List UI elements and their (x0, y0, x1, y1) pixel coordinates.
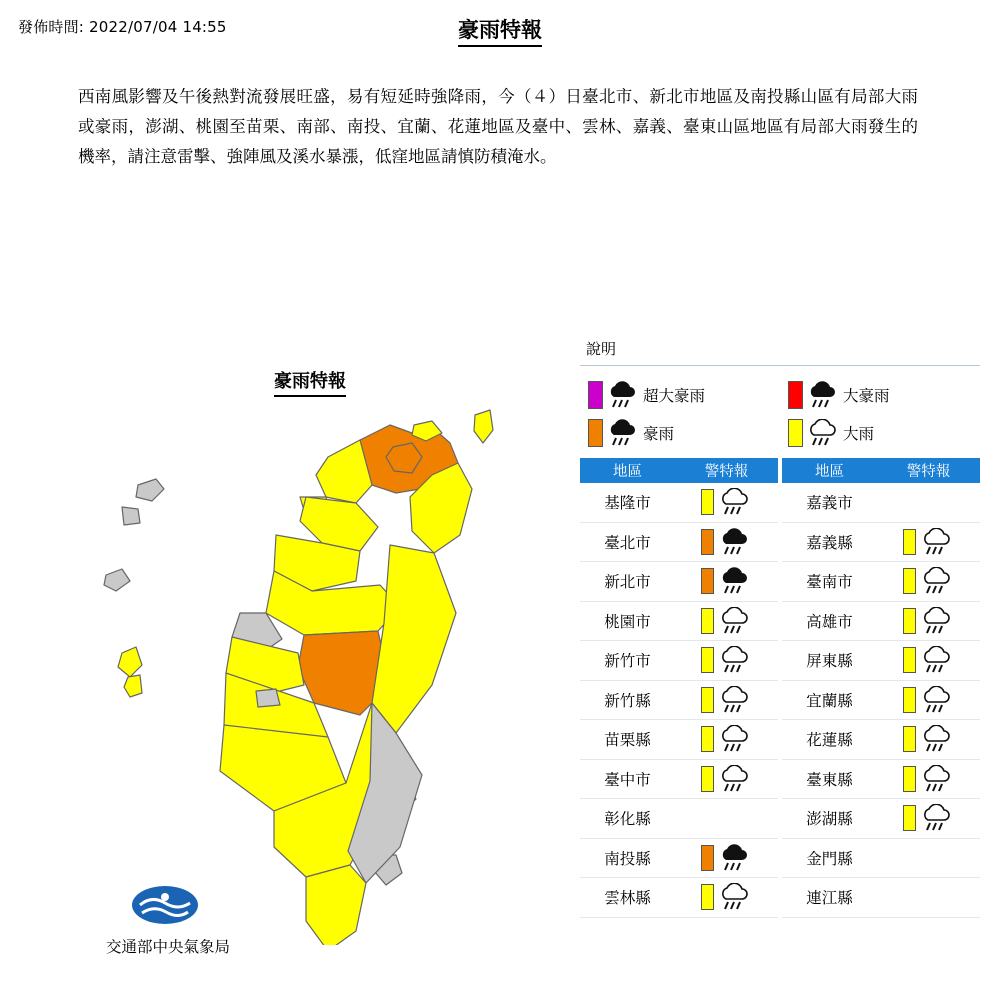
warning-table-right (782, 458, 980, 918)
table-row (580, 483, 778, 523)
rain-cloud-icon (919, 528, 955, 556)
legend-label: 大雨 (843, 425, 875, 443)
taiwan-map-svg (60, 385, 560, 945)
warning-cell (675, 725, 778, 753)
legend-label: 大豪雨 (843, 387, 890, 405)
rain-cloud-icon (919, 686, 955, 714)
advisory-text-block (78, 82, 918, 172)
table-row (782, 681, 980, 721)
region-name: 臺中市 (604, 770, 651, 789)
heavy-rain-cloud-icon (717, 528, 753, 556)
advisory-paragraph: 西南風影響及午後熱對流發展旺盛，易有短延時強降雨，今（４）日臺北市、新北市地區及南投縣山區有局部大雨或豪雨，澎湖、桃園至苗栗、南部、南投、宜蘭、花蓮地區及臺中、雲林、嘉義、臺東山區地區有局部大雨發生的機率，請注意雷擊、強陣風及溪水暴漲，低窪地區請慎防積淹水。 (78, 87, 918, 166)
region-name: 基隆市 (604, 494, 651, 513)
table-row (580, 760, 778, 800)
warning-cell (675, 765, 778, 793)
table-row (580, 523, 778, 563)
table-row (782, 483, 980, 523)
heavy-rain-cloud-icon (717, 567, 753, 595)
rain-cloud-icon (919, 567, 955, 595)
table-row (782, 878, 980, 918)
table-row (782, 523, 980, 563)
warning-cell (675, 686, 778, 714)
taiwan-warning-map (60, 345, 560, 985)
col-header-warning: 警特報 (704, 464, 749, 480)
table-row (580, 562, 778, 602)
region-name: 連江縣 (806, 889, 853, 908)
region-name: 苗栗縣 (604, 731, 651, 750)
warning-cell (877, 804, 980, 832)
region-name: 新竹縣 (604, 691, 651, 710)
region-name: 臺南市 (806, 573, 853, 592)
warning-cell (877, 725, 980, 753)
warning-cell (877, 528, 980, 556)
region-name: 嘉義市 (806, 494, 853, 513)
region-name: 高雄市 (806, 612, 853, 631)
table-row (580, 720, 778, 760)
legend-list (580, 366, 980, 458)
heavy-rain-cloud-icon (605, 419, 641, 447)
col-header-region: 地區 (815, 464, 845, 480)
region-name: 花蓮縣 (806, 731, 853, 750)
legend-swatch (588, 381, 603, 409)
legend-label: 豪雨 (643, 425, 675, 443)
legend-title: 說明 (586, 340, 617, 358)
page-title-text: 豪雨特報 (458, 18, 542, 47)
region-name: 嘉義縣 (806, 533, 853, 552)
map-region-matsu (474, 410, 493, 443)
map-region-hualien (372, 545, 456, 733)
warning-cell (877, 607, 980, 635)
agency-name: 交通部中央氣象局 (105, 938, 230, 956)
table-row (580, 799, 778, 839)
heavy-rain-cloud-icon (805, 381, 841, 409)
table-header (580, 458, 778, 483)
map-region-kinmen-c (104, 569, 130, 591)
map-region-kinmen-a (136, 479, 164, 501)
warning-cell (675, 646, 778, 674)
region-name: 臺北市 (604, 533, 651, 552)
legend-item (580, 414, 780, 452)
region-name: 屏東縣 (806, 652, 853, 671)
rain-cloud-icon (717, 646, 753, 674)
map-region-penghu-a (118, 647, 142, 677)
issue-time: 發佈時間: 2022/07/04 14:55 (18, 18, 227, 36)
table-row (782, 641, 980, 681)
legend-swatch (788, 381, 803, 409)
table-row (782, 799, 980, 839)
region-name: 澎湖縣 (806, 810, 853, 829)
rain-cloud-icon (919, 765, 955, 793)
table-row (580, 602, 778, 642)
warning-cell (877, 686, 980, 714)
region-name: 宜蘭縣 (806, 691, 853, 710)
legend-swatch (788, 419, 803, 447)
warning-cell (675, 528, 778, 556)
rain-cloud-icon (717, 725, 753, 753)
table-row (580, 878, 778, 918)
region-name: 彰化縣 (604, 810, 651, 829)
warning-cell (877, 765, 980, 793)
region-name: 新竹市 (604, 652, 651, 671)
table-row (580, 641, 778, 681)
legend-item (580, 376, 780, 414)
region-name: 雲林縣 (604, 889, 651, 908)
warning-cell (877, 567, 980, 595)
map-region-penghu-b (124, 675, 142, 697)
warning-cell (675, 844, 778, 872)
heavy-rain-cloud-icon (605, 381, 641, 409)
rain-cloud-icon (919, 804, 955, 832)
region-name: 桃園市 (604, 612, 651, 631)
table-row (782, 760, 980, 800)
rain-cloud-icon (717, 883, 753, 911)
warning-cell (675, 567, 778, 595)
warning-cell (675, 607, 778, 635)
rain-cloud-icon (717, 607, 753, 635)
region-name: 南投縣 (604, 849, 651, 868)
rain-cloud-icon (717, 686, 753, 714)
cwb-logo-icon (130, 883, 200, 927)
rain-cloud-icon (805, 419, 841, 447)
col-header-region: 地區 (613, 464, 643, 480)
legend-item (780, 414, 980, 452)
map-region-pingtung (306, 865, 366, 945)
rain-cloud-icon (717, 765, 753, 793)
rain-cloud-icon (717, 488, 753, 516)
table-row (782, 562, 980, 602)
region-name: 新北市 (604, 573, 651, 592)
warning-table-left (580, 458, 778, 918)
table-row (782, 720, 980, 760)
legend-swatch (588, 419, 603, 447)
heavy-rain-cloud-icon (717, 844, 753, 872)
legend-label: 超大豪雨 (643, 387, 706, 405)
table-row (580, 839, 778, 879)
warning-cell (877, 646, 980, 674)
table-header (782, 458, 980, 483)
rain-cloud-icon (919, 725, 955, 753)
col-header-warning: 警特報 (906, 464, 951, 480)
legend-and-tables-panel (580, 338, 980, 918)
warning-tables (580, 458, 980, 918)
table-row (782, 839, 980, 879)
table-row (782, 602, 980, 642)
map-region-chiayi-city (256, 689, 280, 707)
region-name: 臺東縣 (806, 770, 853, 789)
map-title-text: 豪雨特報 (274, 371, 346, 397)
page-title (0, 14, 1000, 44)
map-region-kinmen-b (122, 507, 140, 525)
warning-cell (675, 883, 778, 911)
table-row (580, 681, 778, 721)
warning-cell (675, 488, 778, 516)
legend-item (780, 376, 980, 414)
region-name: 金門縣 (806, 849, 853, 868)
rain-cloud-icon (919, 607, 955, 635)
rain-cloud-icon (919, 646, 955, 674)
